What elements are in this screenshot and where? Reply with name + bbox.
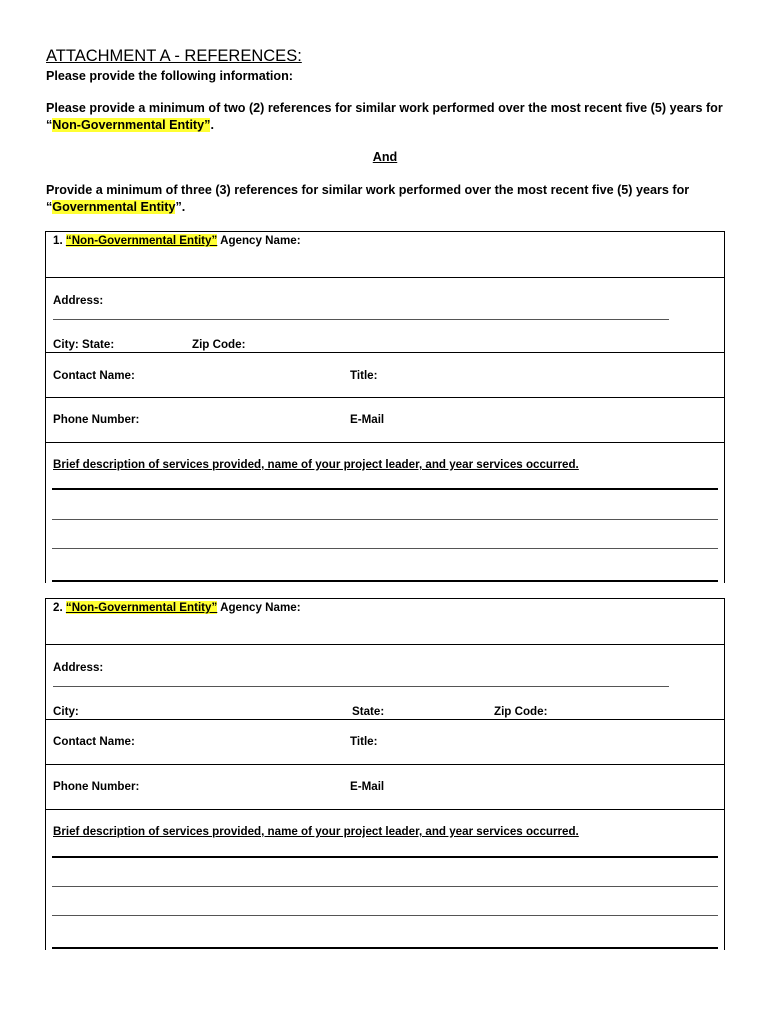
- contact-name-label: Contact Name:: [53, 369, 135, 382]
- entity-type-highlight: “Non-Governmental Entity”: [65, 601, 218, 614]
- email-label: E-Mail: [350, 413, 385, 426]
- title-label: Title:: [350, 369, 378, 382]
- zip-code-label: Zip Code:: [192, 338, 246, 351]
- address-line[interactable]: [53, 686, 669, 687]
- state-label: State:: [352, 705, 385, 718]
- agency-name-row[interactable]: [46, 232, 724, 278]
- phone-row[interactable]: [46, 398, 724, 443]
- contact-row[interactable]: [46, 353, 724, 398]
- description-section[interactable]: [46, 810, 724, 951]
- description-line-1[interactable]: [52, 488, 718, 490]
- reference-card-2: [45, 598, 725, 950]
- phone-number-label: Phone Number:: [53, 780, 140, 793]
- agency-name-row[interactable]: [46, 599, 724, 645]
- instruction-1-text: Please provide a minimum of two (2) references for similar work performed over the most recent five (5) years for “: [46, 101, 723, 132]
- instruction-2-text: Provide a minimum of three (3) references for similar work performed over the most recent five (5) years for “: [46, 183, 690, 214]
- description-section[interactable]: [46, 443, 724, 584]
- description-line-3[interactable]: [52, 915, 718, 916]
- reference-card-1: [45, 231, 725, 583]
- instruction-paragraph-1: [46, 100, 726, 134]
- description-line-3[interactable]: [52, 548, 718, 549]
- phone-number-label: Phone Number:: [53, 413, 140, 426]
- instruction-paragraph-2: [46, 182, 726, 216]
- address-line[interactable]: [53, 319, 669, 320]
- title-label: Title:: [350, 735, 378, 748]
- reference-number: 1.: [53, 234, 66, 247]
- description-line-4[interactable]: [52, 947, 718, 949]
- page-title: ATTACHMENT A - REFERENCES:: [46, 47, 302, 65]
- reference-number: 2.: [53, 601, 66, 614]
- instruction-1-end: .: [210, 118, 214, 132]
- contact-row[interactable]: [46, 720, 724, 765]
- governmental-highlight: Governmental Entity: [52, 200, 176, 214]
- instructions-subtitle: Please provide the following information:: [46, 69, 293, 83]
- address-row[interactable]: [46, 645, 724, 720]
- address-label: Address:: [53, 294, 104, 307]
- address-label: Address:: [53, 661, 104, 674]
- non-governmental-highlight: Non-Governmental Entity”: [52, 118, 211, 132]
- instruction-2-end: ”.: [175, 200, 186, 214]
- agency-name-label: [53, 234, 301, 247]
- contact-name-label: Contact Name:: [53, 735, 135, 748]
- zip-code-label: Zip Code:: [494, 705, 548, 718]
- city-state-label: City: State:: [53, 338, 115, 351]
- city-label: City:: [53, 705, 79, 718]
- and-divider-label: And: [372, 150, 398, 164]
- description-line-2[interactable]: [52, 519, 718, 520]
- description-line-2[interactable]: [52, 886, 718, 887]
- email-label: E-Mail: [350, 780, 385, 793]
- agency-label: Agency Name:: [217, 234, 301, 247]
- description-label: Brief description of services provided, name of your project leader, and year services occurred.: [53, 825, 579, 838]
- description-line-1[interactable]: [52, 856, 718, 858]
- description-label: Brief description of services provided, name of your project leader, and year services occurred.: [53, 458, 579, 471]
- description-line-4[interactable]: [52, 580, 718, 582]
- agency-name-label: [53, 601, 301, 614]
- entity-type-highlight: “Non-Governmental Entity”: [65, 234, 218, 247]
- address-row[interactable]: [46, 278, 724, 353]
- agency-label: Agency Name:: [217, 601, 301, 614]
- phone-row[interactable]: [46, 765, 724, 810]
